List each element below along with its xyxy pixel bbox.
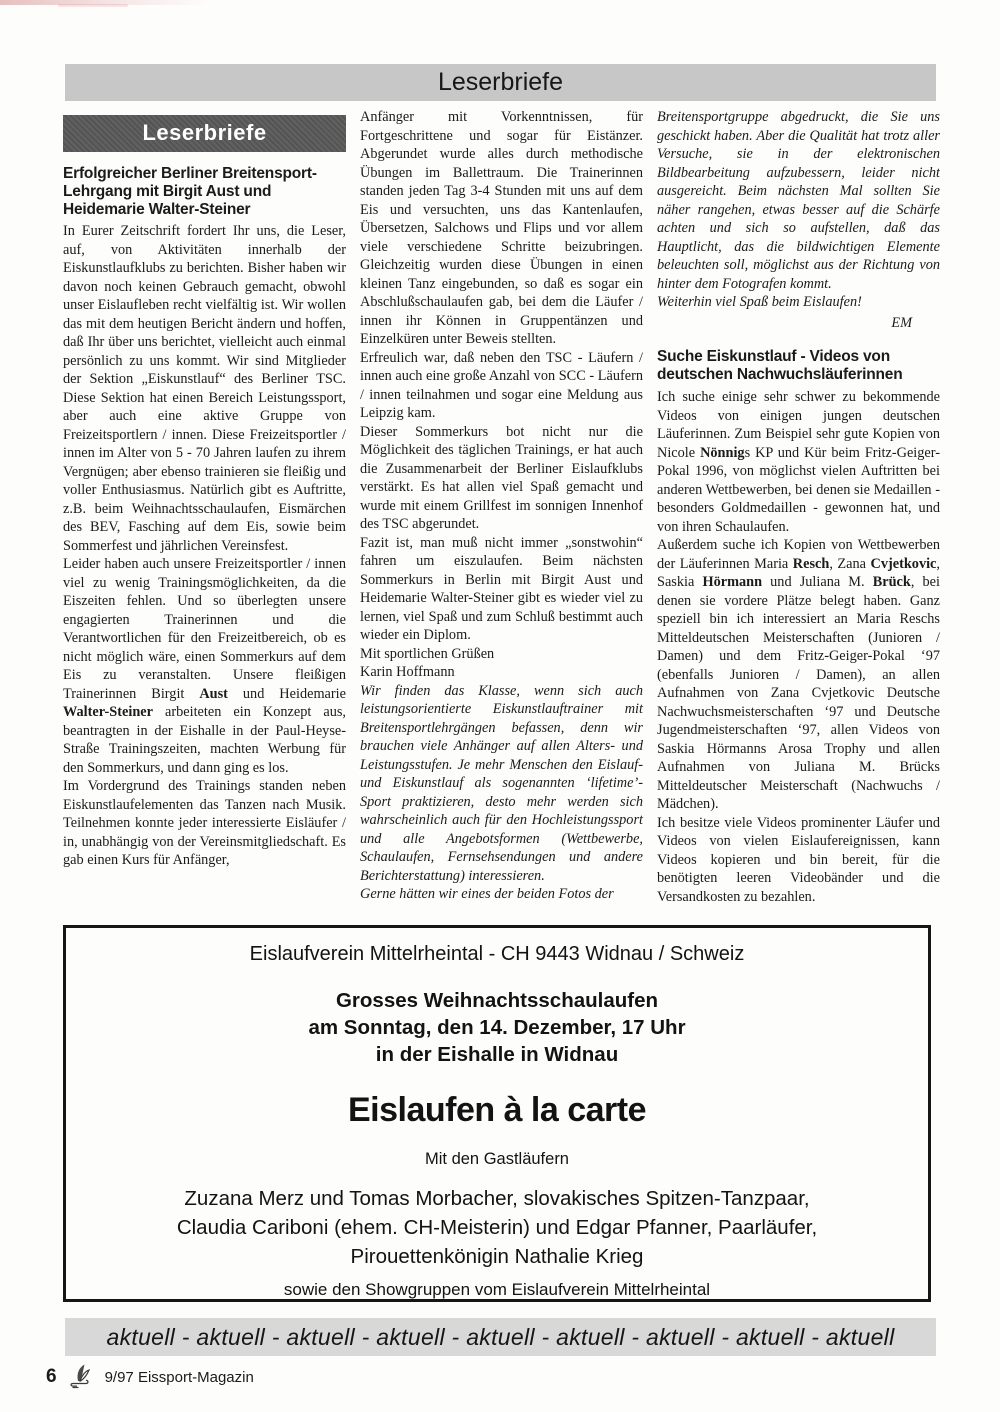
paragraph: Außerdem suche ich Kopien von Wettbewerben der Läuferinnen Maria Resch, Zana Cvjetkovic, Saskia Hörmann und Juliana M. Brück, bei denen sie vordere Plätze belegt haben. Ganz speziell bin ich interessiert an Maria Reschs Mitteldeutschen Meisterschaften (Junioren / Damen) und dem Fritz-Geiger-Pokal ‘97 (ebenfalls Junioren / Damen), an allen Aufnahmen von Zana Cvjetkovic Deutsche Nachwuchsmeisterschaften ‘97 und Deutsche Jugendmeisterschaften ‘97, allen Videos von Saskia Hörmanns Arosa Trophy und allen Aufnahmen von Juliana M. Brücks Mitteldeutscher Meisterschaft (Nachwuchs / Mädchen). bbox=[657, 537, 940, 812]
ad-guests-block bbox=[66, 1184, 928, 1271]
editor-note-continued: Gerne hätten wir eines der beiden Fotos der bbox=[360, 886, 614, 902]
section-title-box bbox=[63, 115, 346, 152]
ad-event-block bbox=[66, 987, 928, 1068]
page-footer bbox=[46, 1360, 254, 1394]
page-header-title: Leserbriefe bbox=[437, 68, 564, 96]
paragraph: In Eurer Zeitschrift fordert Ihr uns, die Leser, auf, von Aktivitäten innerhalb der Eiskunstlaufklubs zu berichten. Bisher haben wir davon noch keinen Gebrauch gemacht, obwohl unser Eislaufleben recht vielfältig ist. Wir wollen das mit dem heutigen Bericht ändern und hoffen, daß Ihr über uns berichtet, vielleicht auch einmal persönlich zu uns kommt. Wir sind Mitglieder der Sektion „Eiskunstlauf“ des Berliner TSC. Diese Sektion hat einen Bereich Leistungssport, aber auch eine aktive Gruppe von Freizeitsportlern / innen. Diese Freizeitsportler / innen im Alter von 5 - 70 Jahren laufen zu ihrem Vergnügen; aber ebenso trainieren sie fleißig und voller Enthusiasmus. Natürlich gibt es Auftritte, z.B. beim Weihnachtsschaulaufen, Eismärchen des BEV, Fasching auf dem Eis, sowie beim Sommerfest und jährlichen Vereinsfest. bbox=[63, 223, 346, 554]
letters-section bbox=[63, 108, 940, 923]
paragraph: Ich suche einige sehr schwer zu bekommende Videos von einigen jungen deutschen Läuferinnen. Zum Beispiel sehr gute Kopien von Nicole Nönnigs KP und Kür beim Fritz-Geiger-Pokal 1996, von möglichst vielen Auftritten bei anderen Wettbewerben, bei denen sie Medaillen - besonders Goldmedaillen - gewonnen hat, und von ihren Schaulaufen. bbox=[657, 389, 940, 535]
scan-artifact bbox=[58, 4, 128, 7]
editor-note: Breitensportgruppe abgedruckt, die Sie uns geschickt haben. Aber die Qualität hat trotz aller Versuche, sie in der elektronischen Bildbearbeitung aufzubessern, leider nicht ausgereicht. Beim nächsten Mal sollten Sie näher rangehen, etwas besser auf die Schärfe achten und sich so aufstellen, daß das Hauptlicht, das die bildwichtigen Elemente beleuchten soll, möglichst aus der Richtung von hinter dem Fotografen kommt. bbox=[657, 109, 940, 292]
editor-initials: EM bbox=[891, 314, 912, 331]
editor-closing: Weiterhin viel Spaß beim Eislaufen! bbox=[657, 294, 862, 310]
column-right bbox=[657, 108, 940, 923]
ad-title: Eislaufen à la carte bbox=[347, 1091, 647, 1129]
editor-note: Wir finden das Klasse, wenn sich auch leistungsorientierte Eiskunstlauftrainer mit Breitensportlehrgängen befassen, denn wir brauchen viele Anhänger auf allen Alters- und Leistungsstufen. Je mehr Menschen den Eislauf- und Eiskunstlauf als sogenannten ‘lifetime’- Sport praktizieren, desto mehr werden sich wahrscheinlich auch für den Hochleistungssport und alle Angebotsformen (Wettbewerbe, Schaulaufen, Fernsehsendungen und andere Berichterstattung) interessieren. bbox=[360, 682, 643, 884]
ad-event-line: in der Eishalle in Widnau bbox=[375, 1043, 619, 1066]
ad-event-line: Grosses Weihnachtsschaulaufen bbox=[335, 989, 659, 1012]
paragraph: Dieser Sommerkurs bot nicht nur die Möglichkeit des täglichen Trainings, er hat auch die Zusammenarbeit der Berliner Eislaufklubs verstärkt. Es hat allen viel Spaß gemacht und wurde mit einem Grillfest im sonnigen Innenhof des TSC abgerundet. bbox=[360, 423, 643, 532]
section-title: Leserbriefe bbox=[142, 120, 267, 146]
letter-signature: Karin Hoffmann bbox=[360, 664, 455, 680]
page-header-bar bbox=[65, 64, 936, 101]
column-middle bbox=[360, 108, 643, 923]
ad-guest-line: Zuzana Merz und Tomas Morbacher, slovakisches Spitzen-Tanzpaar, bbox=[184, 1187, 810, 1210]
paragraph: Anfänger mit Vorkenntnissen, für Fortgeschrittene und sogar für Eistänzer. Abgerundet wurde alles durch methodische Übungen im Ballettraum. Die Trainerinnen standen jeden Tag 3-4 Stunden mit uns auf dem Eis und versuchten, uns das Kantenlaufen, Übersetzen, Salchows und Flips und vor allem viele verschiedene Schritte beizubringen. Gleichzeitig wurden diese Übungen in einen kleinen Tanz eingebunden, so daß es sogar ein Abschlußschaulaufen gab, bei dem die Läufer / innen ihr Können in Gruppentänzen und Einzelküren unter Beweis stellten. bbox=[360, 109, 643, 347]
issue-label: 9/97 Eissport-Magazin bbox=[104, 1368, 254, 1386]
aktuell-ticker-bar bbox=[65, 1318, 936, 1356]
ad-guest-line: Claudia Cariboni (ehem. CH-Meisterin) und Edgar Pfanner, Paarläufer, bbox=[176, 1216, 818, 1239]
paragraph: Fazit ist, man muß nicht immer „sonstwohin“ fahren um eiszulaufen. Beim nächsten Sommerkurs in Berlin mit Birgit Aust und Heidemarie Walter-Steiner gibt es wieder viel zu lernen, viel Spaß und zum Schluß bestimmt auch wieder ein Diplom. bbox=[360, 534, 643, 643]
ad-guest-line: Pirouettenkönigin Nathalie Krieg bbox=[350, 1245, 644, 1268]
ad-show-line: sowie den Showgruppen vom Eislaufverein Mittelrheintal bbox=[283, 1280, 711, 1299]
column-left bbox=[63, 108, 346, 923]
letter-heading-breitensport: Erfolgreicher Berliner Breitensport-Lehrgang mit Birgit Aust und Heidemarie Walter-Steiner bbox=[63, 165, 317, 218]
letter-closing: Mit sportlichen Grüßen bbox=[360, 645, 495, 662]
paragraph: Leider haben auch unsere Freizeitsportler / innen viel zu wenig Trainingsmöglichkeiten, da die Eiszeiten fehlen. Und so überlegten unsere engagierten Trainerinnen und die Verantwortlichen für den Freizeitbereich, ob es nicht möglich wäre, einen Sommerkurs auf dem Eis zu veranstalten. Unsere fleißigen Trainerinnen Birgit Aust und Heidemarie Walter-Steiner arbeiteten ein Konzept aus, beantragten in der Eishalle in der Paul-Heyse-Straße Trainingszeiten, machten Werbung für den Sommerkurs, und dann ging es los. bbox=[63, 556, 346, 776]
page-number: 6 bbox=[46, 1366, 57, 1387]
letter-heading-videos: Suche Eiskunstlauf - Videos von deutschen Nachwuchsläuferinnen bbox=[657, 348, 903, 383]
paragraph: Im Vordergrund des Trainings standen neben Eiskunstlaufelementen das Tanzen nach Musik. Teilnehmen konnte jeder interessierte Eisläufer / in, unabhängig von der Vereinsmitgliedschaft. Es gab einen Kurs für Anfänger, bbox=[63, 778, 346, 868]
paragraph: Ich besitze viele Videos prominenter Läufer und Videos von vielen Eislaufereignissen, kann Videos kopieren und bin bereit, für die benötigten leeren Videobänder und die Versandkosten zu bezahlen. bbox=[657, 814, 940, 905]
ad-club-line: Eislaufverein Mittelrheintal - CH 9443 Widnau / Schweiz bbox=[249, 943, 745, 965]
ticker-text: aktuell - aktuell - aktuell - aktuell - aktuell - aktuell - aktuell - aktuell - aktuell bbox=[106, 1323, 895, 1350]
skate-logo-icon bbox=[66, 1362, 96, 1392]
ad-guests-intro: Mit den Gastläufern bbox=[425, 1150, 569, 1168]
advertisement-box bbox=[63, 925, 931, 1302]
ad-event-line: am Sonntag, den 14. Dezember, 17 Uhr bbox=[308, 1016, 686, 1039]
paragraph: Erfreulich war, daß neben den TSC - Läufern / innen auch eine große Anzahl von SCC - Läufern / innen teilnahmen und sogar eine Meldung aus Leipzig kam. bbox=[360, 349, 643, 421]
